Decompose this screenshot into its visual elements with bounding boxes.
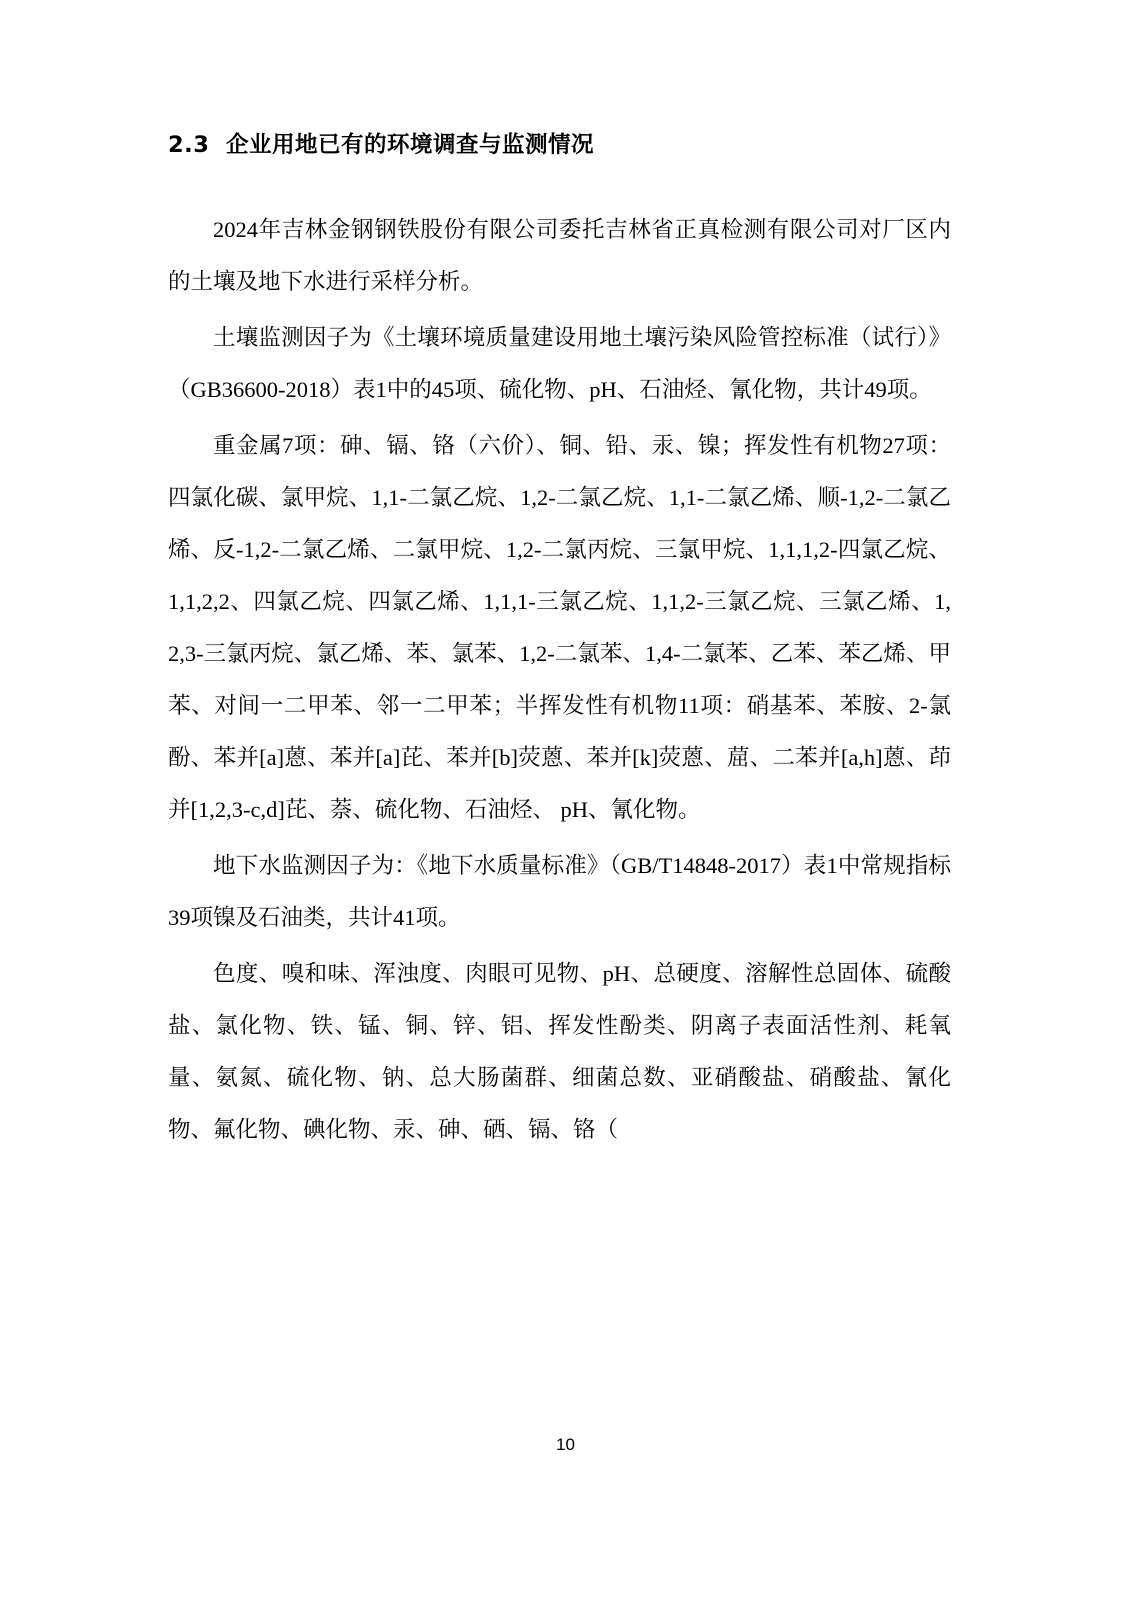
section-heading: 2.3 企业用地已有的环境调查与监测情况 [168, 132, 595, 158]
paragraph-3: 重金属7项：砷、镉、铬（六价）、铜、铅、汞、镍；挥发性有机物27项：四氯化碳、氯甲烷、1,1-二氯乙烷、1,2-二氯乙烷、1,1-二氯乙烯、顺-1,2-二氯乙烯、反-1,2-二氯乙烯、二氯甲烷、1,2-二氯丙烷、三氯甲烷、1,1,1,2-四氯乙烷、1,1,2,2、四氯乙烷、四氯乙烯、1,1,1-三氯乙烷、1,1,2-三氯乙烷、三氯乙烯、1,2,3-三氯丙烷、氯乙烯、苯、氯苯、1,2-二氯苯、1,4-二氯苯、乙苯、苯乙烯、甲苯、对间一二甲苯、邻一二甲苯；半挥发性有机物11项：硝基苯、苯胺、2-氯酚、苯并[a]蒽、苯并[a]芘、苯并[b]荧蒽、苯并[k]荧蒽、䓛、二苯并[a,h]蒽、茚并[1,2,3-c,d]芘、萘、硫化物、石油烃、 pH、氰化物。 [168, 432, 951, 822]
paragraph-2: 土壤监测因子为《土壤环境质量建设用地土壤污染风险管控标准（试行）》（GB36600-2018）表1中的45项、硫化物、pH、石油烃、氰化物，共计49项。 [168, 324, 951, 402]
paragraph-5: 色度、嗅和味、浑浊度、肉眼可见物、pH、总硬度、溶解性总固体、硫酸盐、氯化物、铁、锰、铜、锌、铝、挥发性酚类、阴离子表面活性剂、耗氧量、氨氮、硫化物、钠、总大肠菌群、细菌总数、亚硝酸盐、硝酸盐、氰化物、氟化物、碘化物、汞、砷、硒、镉、铬（ [168, 960, 951, 1142]
page-content [168, 130, 951, 1156]
page-number: 10 [556, 1435, 575, 1454]
paragraph-4: 地下水监测因子为：《地下水质量标准》（GB/T14848-2017）表1中常规指标39项镍及石油类，共计41项。 [168, 852, 951, 930]
paragraph-1: 2024年吉林金钢钢铁股份有限公司委托吉林省正真检测有限公司对厂区内的土壤及地下水进行采样分析。 [168, 216, 951, 294]
